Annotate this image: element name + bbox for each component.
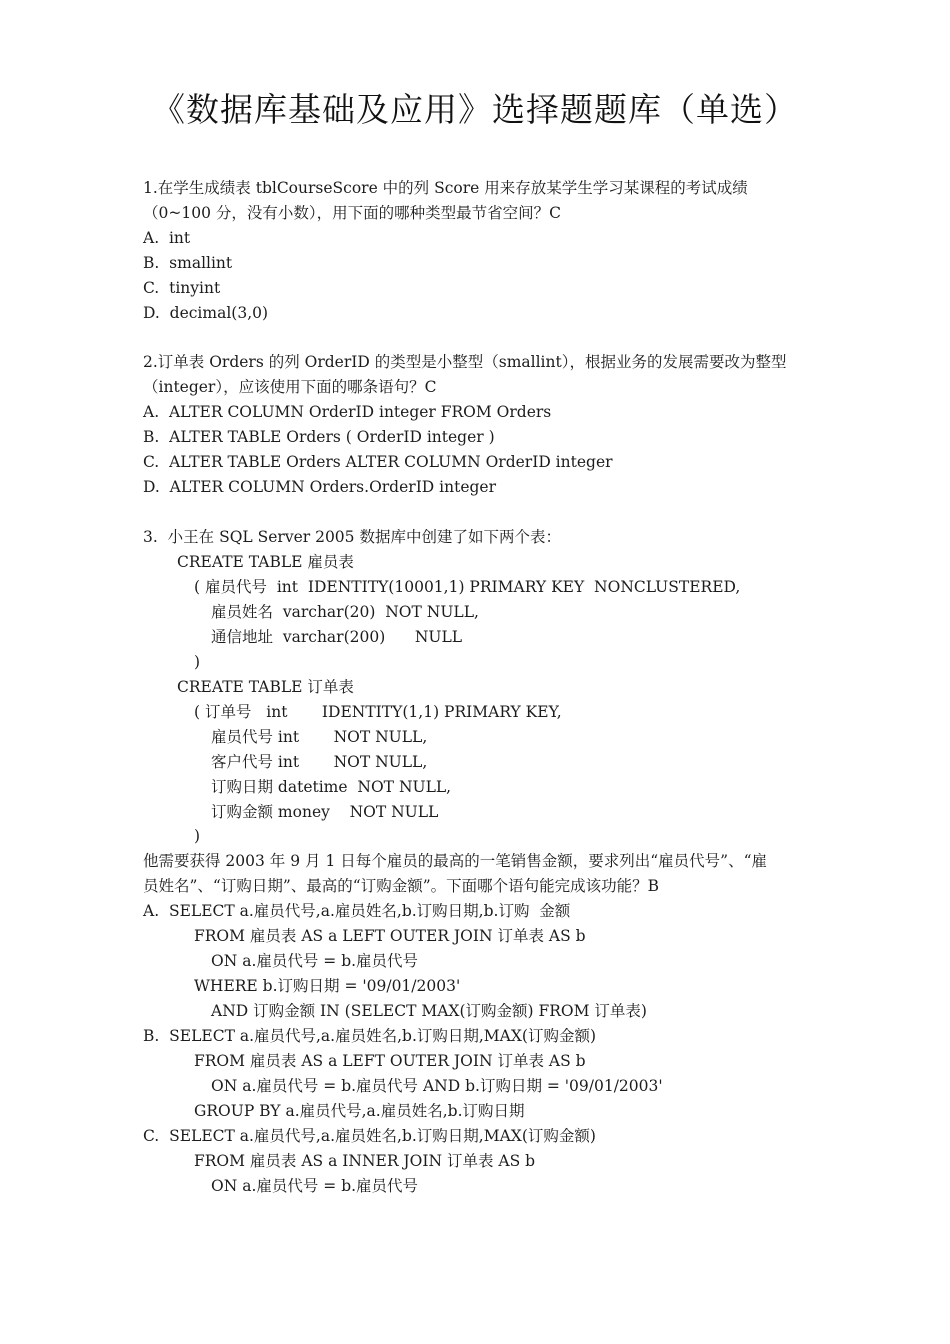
code-line: ( 订单号 int IDENTITY(1,1) PRIMARY KEY, [194, 703, 562, 721]
code-line: CREATE TABLE 雇员表 [177, 553, 354, 571]
q2-stem-line-1: 2.订单表 Orders 的列 OrderID 的类型是小整型（smallint），根据业务的发展需要改为整型 [143, 353, 787, 371]
code-line: 通信地址 varchar(200) NULL [211, 628, 463, 646]
code-line: ON a.雇员代号 = b.雇员代号 [211, 952, 419, 970]
code-line: GROUP BY a.雇员代号,a.雇员姓名,b.订购日期 [194, 1102, 525, 1120]
code-line: ON a.雇员代号 = b.雇员代号 [211, 1177, 419, 1195]
q2-option-a: A. ALTER COLUMN OrderID integer FROM Orders [143, 403, 552, 421]
q3-option-c: C. SELECT a.雇员代号,a.雇员姓名,b.订购日期,MAX(订购金额) [143, 1127, 596, 1145]
document-title: 《数据库基础及应用》选择题题库（单选） [152, 90, 798, 129]
code-line: 雇员代号 int NOT NULL, [211, 728, 428, 746]
q3-stem-line-1: 3. 小王在 SQL Server 2005 数据库中创建了如下两个表： [143, 528, 561, 546]
code-line: 订购金额 money NOT NULL [211, 803, 439, 821]
q1-stem-line-2: （0~100 分，没有小数），用下面的哪种类型最节省空间？C [143, 204, 561, 222]
code-line: 雇员姓名 varchar(20) NOT NULL, [211, 603, 479, 621]
code-line: 客户代号 int NOT NULL, [211, 753, 428, 771]
q2-stem-line-2: （integer），应该使用下面的哪条语句？C [143, 378, 437, 396]
q2-option-d: D. ALTER COLUMN Orders.OrderID integer [143, 478, 497, 496]
code-line: WHERE b.订购日期 = '09/01/2003' [194, 977, 461, 995]
q3-stem-line-2: 他需要获得 2003 年 9 月 1 日每个雇员的最高的一笔销售金额，要求列出“雇员代号”、“雇 [143, 852, 768, 870]
q2-option-c: C. ALTER TABLE Orders ALTER COLUMN OrderID integer [143, 453, 613, 471]
q1-option-c: C. tinyint [143, 279, 221, 297]
code-line: FROM 雇员表 AS a LEFT OUTER JOIN 订单表 AS b [194, 1052, 586, 1070]
code-line: ) [194, 827, 201, 845]
q3-option-b: B. SELECT a.雇员代号,a.雇员姓名,b.订购日期,MAX(订购金额) [143, 1027, 596, 1045]
code-line: FROM 雇员表 AS a INNER JOIN 订单表 AS b [194, 1152, 536, 1170]
code-line: FROM 雇员表 AS a LEFT OUTER JOIN 订单表 AS b [194, 927, 586, 945]
q2-option-b: B. ALTER TABLE Orders ( OrderID integer ) [143, 428, 495, 446]
code-line: AND 订购金额 IN (SELECT MAX(订购金额) FROM 订单表) [211, 1002, 647, 1020]
code-line: ( 雇员代号 int IDENTITY(10001,1) PRIMARY KEY NONCLUSTERED, [194, 578, 741, 596]
q1-option-d: D. decimal(3,0) [143, 304, 269, 322]
q1-option-a: A. int [143, 229, 191, 247]
code-line: ON a.雇员代号 = b.雇员代号 AND b.订购日期 = '09/01/2003' [211, 1077, 663, 1095]
q3-stem-line-3: 员姓名”、“订购日期”、最高的“订购金额”。下面哪个语句能完成该功能？B [143, 877, 660, 895]
q1-option-b: B. smallint [143, 254, 233, 272]
code-line: ) [194, 653, 201, 671]
code-line: 订购日期 datetime NOT NULL, [211, 778, 452, 796]
code-line: CREATE TABLE 订单表 [177, 678, 354, 696]
q3-option-a: A. SELECT a.雇员代号,a.雇员姓名,b.订购日期,b.订购 金额 [143, 902, 571, 920]
q1-stem-line-1: 1.在学生成绩表 tblCourseScore 中的列 Score 用来存放某学生学习某课程的考试成绩 [143, 179, 748, 197]
